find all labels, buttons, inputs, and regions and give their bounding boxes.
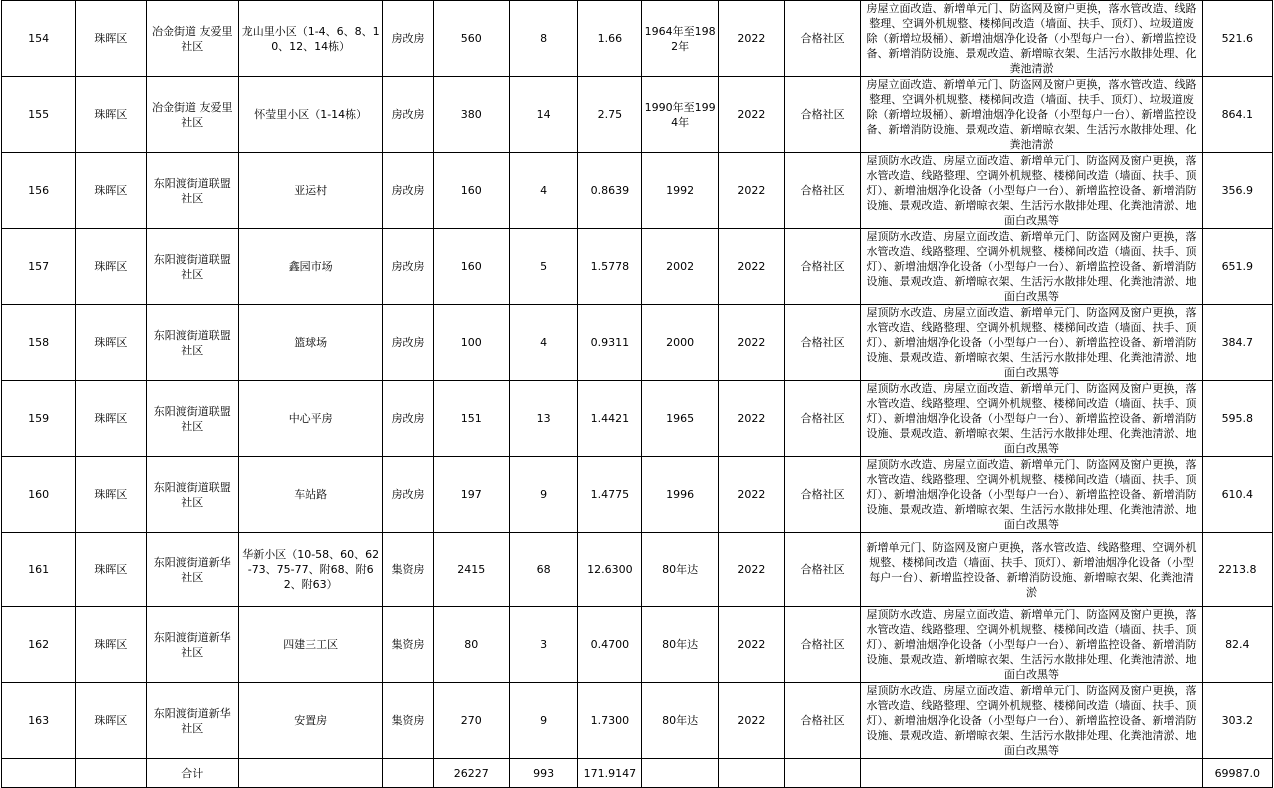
cell-investment: 356.9 — [1202, 153, 1272, 229]
cell-community: 东阳渡街道新华社区 — [146, 683, 238, 759]
cell-type: 房改房 — [383, 381, 433, 457]
cell-households: 160 — [433, 229, 509, 305]
cell-no: 154 — [2, 1, 76, 77]
cell-plan-year: 2022 — [718, 229, 784, 305]
cell-status: 合格社区 — [785, 77, 861, 153]
cell-investment: 82.4 — [1202, 607, 1272, 683]
cell-plan-year: 2022 — [718, 457, 784, 533]
cell-plan-year: 2022 — [718, 305, 784, 381]
cell-type: 集资房 — [383, 607, 433, 683]
cell-households: 160 — [433, 153, 509, 229]
cell-type: 房改房 — [383, 77, 433, 153]
cell-years: 2002 — [642, 229, 718, 305]
cell-no: 159 — [2, 381, 76, 457]
table-row — [2, 153, 1273, 229]
cell-area: 0.9311 — [578, 305, 642, 381]
cell-buildings: 8 — [509, 1, 577, 77]
cell-community: 东阳渡街道联盟社区 — [146, 457, 238, 533]
cell-no: 157 — [2, 229, 76, 305]
cell-buildings: 5 — [509, 229, 577, 305]
cell-area: 1.5778 — [578, 229, 642, 305]
cell-households: 100 — [433, 305, 509, 381]
table-row — [2, 533, 1273, 607]
cell-buildings: 4 — [509, 305, 577, 381]
cell-area: 1.66 — [578, 1, 642, 77]
cell-community: 东阳渡街道联盟社区 — [146, 229, 238, 305]
total-label: 合计 — [146, 759, 238, 788]
total-empty-cell — [383, 759, 433, 788]
cell-area: 12.6300 — [578, 533, 642, 607]
cell-no: 156 — [2, 153, 76, 229]
table-row — [2, 607, 1273, 683]
cell-area: 1.7300 — [578, 683, 642, 759]
total-empty-cell — [642, 759, 718, 788]
cell-area: 1.4421 — [578, 381, 642, 457]
cell-years: 1964年至1982年 — [642, 1, 718, 77]
cell-no: 160 — [2, 457, 76, 533]
cell-status: 合格社区 — [785, 229, 861, 305]
cell-status: 合格社区 — [785, 1, 861, 77]
total-empty-cell — [861, 759, 1202, 788]
cell-buildings: 3 — [509, 607, 577, 683]
table-row — [2, 381, 1273, 457]
cell-name: 亚运村 — [238, 153, 383, 229]
cell-investment: 610.4 — [1202, 457, 1272, 533]
cell-district: 珠晖区 — [76, 305, 146, 381]
cell-type: 房改房 — [383, 153, 433, 229]
total-empty-cell — [785, 759, 861, 788]
cell-plan-year: 2022 — [718, 153, 784, 229]
cell-investment: 864.1 — [1202, 77, 1272, 153]
total-households: 26227 — [433, 759, 509, 788]
cell-content: 屋顶防水改造、房屋立面改造、新增单元门、防盗网及窗户更换，落水管改造、线路整理、空调外机规整、楼梯间改造（墙面、扶手、顶灯）、新增油烟净化设备（小型每户一台）、新增监控设备、新增消防设施、景观改造、新增晾衣架、生活污水散排处理、化粪池清淤、地面白改黑等 — [861, 305, 1202, 381]
cell-no: 162 — [2, 607, 76, 683]
cell-buildings: 4 — [509, 153, 577, 229]
cell-community: 东阳渡街道联盟社区 — [146, 381, 238, 457]
table-row — [2, 1, 1273, 77]
cell-area: 0.4700 — [578, 607, 642, 683]
table-row — [2, 457, 1273, 533]
cell-households: 380 — [433, 77, 509, 153]
cell-content: 屋顶防水改造、房屋立面改造、新增单元门、防盗网及窗户更换，落水管改造、线路整理、空调外机规整、楼梯间改造（墙面、扶手、顶灯）、新增油烟净化设备（小型每户一台）、新增监控设备、新增消防设施、景观改造、新增晾衣架、生活污水散排处理、化粪池清淤、地面白改黑等 — [861, 381, 1202, 457]
cell-name: 龙山里小区（1-4、6、8、10、12、14栋） — [238, 1, 383, 77]
cell-community: 东阳渡街道联盟社区 — [146, 305, 238, 381]
cell-content: 房屋立面改造、新增单元门、防盗网及窗户更换，落水管改造、线路整理、空调外机规整、楼梯间改造（墙面、扶手、顶灯）、垃圾道废除（新增垃圾桶）、新增油烟净化设备（小型每户一台）、新增监控设备、新增消防设施、景观改造、新增晾衣架、生活污水散排处理、化粪池清淤 — [861, 1, 1202, 77]
cell-no: 155 — [2, 77, 76, 153]
cell-area: 2.75 — [578, 77, 642, 153]
cell-type: 集资房 — [383, 683, 433, 759]
cell-district: 珠晖区 — [76, 153, 146, 229]
cell-content: 新增单元门、防盗网及窗户更换，落水管改造、线路整理、空调外机规整、楼梯间改造（墙面、扶手、顶灯）、新增油烟净化设备（小型每户一台）、新增监控设备、新增消防设施、新增晾衣架、化粪池清淤 — [861, 533, 1202, 607]
cell-buildings: 13 — [509, 381, 577, 457]
total-row — [2, 759, 1273, 788]
cell-no: 158 — [2, 305, 76, 381]
total-investment: 69987.0 — [1202, 759, 1272, 788]
cell-community: 冶金街道 友爱里社区 — [146, 1, 238, 77]
total-empty-cell — [76, 759, 146, 788]
cell-content: 屋顶防水改造、房屋立面改造、新增单元门、防盗网及窗户更换，落水管改造、线路整理、空调外机规整、楼梯间改造（墙面、扶手、顶灯）、新增油烟净化设备（小型每户一台）、新增监控设备、新增消防设施、景观改造、新增晾衣架、生活污水散排处理、化粪池清淤、地面白改黑等 — [861, 153, 1202, 229]
cell-status: 合格社区 — [785, 381, 861, 457]
cell-years: 1990年至1994年 — [642, 77, 718, 153]
cell-type: 房改房 — [383, 305, 433, 381]
cell-name: 鑫园市场 — [238, 229, 383, 305]
cell-investment: 521.6 — [1202, 1, 1272, 77]
cell-content: 屋顶防水改造、房屋立面改造、新增单元门、防盗网及窗户更换，落水管改造、线路整理、空调外机规整、楼梯间改造（墙面、扶手、顶灯）、新增油烟净化设备（小型每户一台）、新增监控设备、新增消防设施、景观改造、新增晾衣架、生活污水散排处理、化粪池清淤、地面白改黑等 — [861, 229, 1202, 305]
cell-households: 270 — [433, 683, 509, 759]
cell-district: 珠晖区 — [76, 683, 146, 759]
cell-years: 1996 — [642, 457, 718, 533]
cell-years: 80年达 — [642, 533, 718, 607]
table-body — [2, 1, 1273, 788]
total-empty-cell — [718, 759, 784, 788]
total-buildings: 993 — [509, 759, 577, 788]
cell-name: 四建三工区 — [238, 607, 383, 683]
cell-community: 东阳渡街道新华社区 — [146, 533, 238, 607]
cell-type: 集资房 — [383, 533, 433, 607]
cell-district: 珠晖区 — [76, 77, 146, 153]
cell-years: 2000 — [642, 305, 718, 381]
table-row — [2, 683, 1273, 759]
cell-district: 珠晖区 — [76, 381, 146, 457]
cell-households: 80 — [433, 607, 509, 683]
cell-buildings: 14 — [509, 77, 577, 153]
cell-type: 房改房 — [383, 1, 433, 77]
cell-plan-year: 2022 — [718, 77, 784, 153]
cell-status: 合格社区 — [785, 607, 861, 683]
cell-district: 珠晖区 — [76, 457, 146, 533]
cell-content: 房屋立面改造、新增单元门、防盗网及窗户更换，落水管改造、线路整理、空调外机规整、楼梯间改造（墙面、扶手、顶灯）、垃圾道废除（新增垃圾桶）、新增油烟净化设备（小型每户一台）、新增监控设备、新增消防设施、景观改造、新增晾衣架、生活污水散排处理、化粪池清淤 — [861, 77, 1202, 153]
data-table — [1, 0, 1273, 788]
cell-investment: 651.9 — [1202, 229, 1272, 305]
cell-district: 珠晖区 — [76, 533, 146, 607]
cell-households: 2415 — [433, 533, 509, 607]
cell-district: 珠晖区 — [76, 607, 146, 683]
cell-type: 房改房 — [383, 229, 433, 305]
cell-status: 合格社区 — [785, 153, 861, 229]
cell-status: 合格社区 — [785, 305, 861, 381]
cell-households: 151 — [433, 381, 509, 457]
cell-no: 161 — [2, 533, 76, 607]
cell-plan-year: 2022 — [718, 683, 784, 759]
cell-status: 合格社区 — [785, 683, 861, 759]
cell-type: 房改房 — [383, 457, 433, 533]
cell-plan-year: 2022 — [718, 607, 784, 683]
cell-name: 中心平房 — [238, 381, 383, 457]
cell-buildings: 68 — [509, 533, 577, 607]
cell-community: 冶金街道 友爱里社区 — [146, 77, 238, 153]
cell-status: 合格社区 — [785, 457, 861, 533]
table-row — [2, 229, 1273, 305]
cell-name: 怀莹里小区（1-14栋） — [238, 77, 383, 153]
cell-years: 1965 — [642, 381, 718, 457]
cell-investment: 384.7 — [1202, 305, 1272, 381]
cell-district: 珠晖区 — [76, 1, 146, 77]
cell-years: 1992 — [642, 153, 718, 229]
cell-community: 东阳渡街道新华社区 — [146, 607, 238, 683]
total-empty-cell — [238, 759, 383, 788]
cell-households: 560 — [433, 1, 509, 77]
cell-households: 197 — [433, 457, 509, 533]
cell-area: 1.4775 — [578, 457, 642, 533]
cell-investment: 595.8 — [1202, 381, 1272, 457]
cell-name: 安置房 — [238, 683, 383, 759]
cell-plan-year: 2022 — [718, 1, 784, 77]
cell-no: 163 — [2, 683, 76, 759]
total-empty-cell — [2, 759, 76, 788]
cell-name: 华新小区（10-58、60、62-73、75-77、附68、附62、附63） — [238, 533, 383, 607]
cell-name: 车站路 — [238, 457, 383, 533]
cell-years: 80年达 — [642, 607, 718, 683]
cell-buildings: 9 — [509, 457, 577, 533]
cell-buildings: 9 — [509, 683, 577, 759]
cell-investment: 2213.8 — [1202, 533, 1272, 607]
cell-district: 珠晖区 — [76, 229, 146, 305]
cell-plan-year: 2022 — [718, 533, 784, 607]
cell-name: 篮球场 — [238, 305, 383, 381]
cell-content: 屋顶防水改造、房屋立面改造、新增单元门、防盗网及窗户更换，落水管改造、线路整理、空调外机规整、楼梯间改造（墙面、扶手、顶灯）、新增油烟净化设备（小型每户一台）、新增监控设备、新增消防设施、景观改造、新增晾衣架、生活污水散排处理、化粪池清淤、地面白改黑等 — [861, 683, 1202, 759]
cell-years: 80年达 — [642, 683, 718, 759]
cell-content: 屋顶防水改造、房屋立面改造、新增单元门、防盗网及窗户更换，落水管改造、线路整理、空调外机规整、楼梯间改造（墙面、扶手、顶灯）、新增油烟净化设备（小型每户一台）、新增监控设备、新增消防设施、景观改造、新增晾衣架、生活污水散排处理、化粪池清淤、地面白改黑等 — [861, 457, 1202, 533]
table-row — [2, 305, 1273, 381]
cell-status: 合格社区 — [785, 533, 861, 607]
cell-investment: 303.2 — [1202, 683, 1272, 759]
table-row — [2, 77, 1273, 153]
cell-area: 0.8639 — [578, 153, 642, 229]
cell-plan-year: 2022 — [718, 381, 784, 457]
cell-content: 屋顶防水改造、房屋立面改造、新增单元门、防盗网及窗户更换，落水管改造、线路整理、空调外机规整、楼梯间改造（墙面、扶手、顶灯）、新增油烟净化设备（小型每户一台）、新增监控设备、新增消防设施、景观改造、新增晾衣架、生活污水散排处理、化粪池清淤、地面白改黑等 — [861, 607, 1202, 683]
total-area: 171.9147 — [578, 759, 642, 788]
cell-community: 东阳渡街道联盟社区 — [146, 153, 238, 229]
